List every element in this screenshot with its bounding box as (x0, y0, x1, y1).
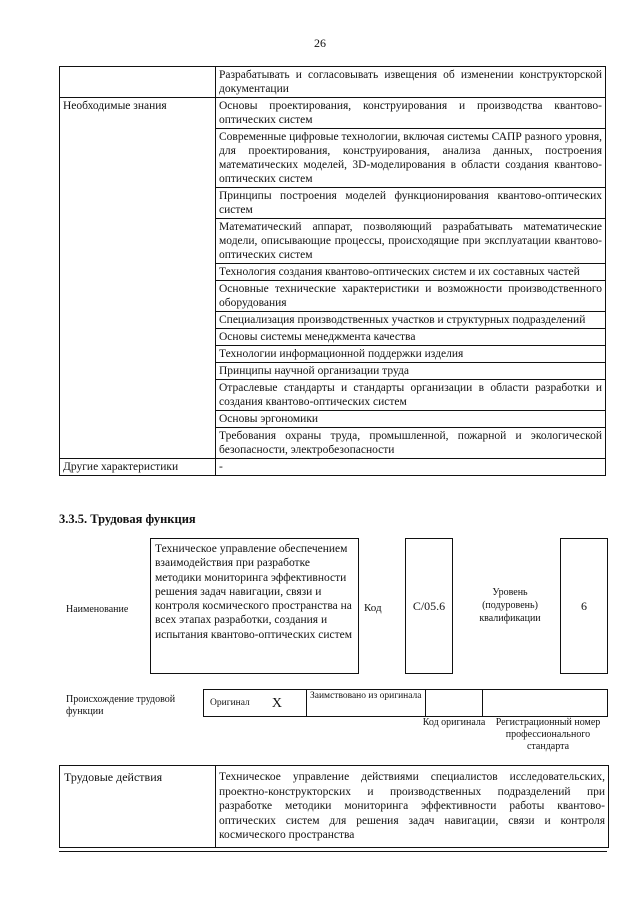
table-cell: Принципы построения моделей функционирования квантово-оптических систем (216, 187, 605, 218)
row-label: Другие характеристики (60, 459, 216, 475)
table-row (59, 66, 606, 98)
level-value: 6 (560, 538, 608, 674)
labor-actions-label: Трудовые действия (60, 766, 216, 847)
table-cell: Специализация производственных участков и структурных подразделений (216, 311, 605, 328)
level-label: Уровень (подуровень) квалификации (479, 587, 541, 624)
row-label: Необходимые знания (60, 98, 216, 458)
original-mark: X (271, 695, 282, 711)
reg-caption: Регистрационный номер профессионального стандарта (495, 717, 601, 752)
table-cell: Основы системы менеджмента качества (216, 328, 605, 345)
table-cell: Разрабатывать и согласовывать извещения об изменении конструкторской документации (219, 69, 602, 95)
function-name-box: Техническое управление обеспечением взаимодействия при разработке методики мониторинга эффективности решения задач навигации, связи и контроля космического пространства на всех этапах разработки, создания и испытания квантово-оптических систем (150, 538, 359, 674)
table-row (59, 459, 606, 476)
table-cell: Основы проектирования, конструирования и производства квантово-оптических систем (219, 100, 602, 126)
code-caption: Код оригинала (422, 717, 486, 728)
table-row (59, 98, 606, 459)
original-cell (203, 689, 307, 717)
code-value: С/05.6 (405, 538, 453, 674)
table-cell: Математический аппарат, позволяющий разрабатывать математические модели, описывающие процессы, происходящие при эксплуатации квантово-оптических систем (216, 218, 605, 263)
table-cell: Основные технические характеристики и возможности производственного оборудования (216, 280, 605, 311)
table-cell: Современные цифровые технологии, включая системы САПР разного уровня, для проектирования, конструирования, анализа данных, построения математических моделей, 3D-моделирования в области создания квантово-оптических систем (216, 128, 605, 187)
table-cell: Требования охраны труда, промышленной, пожарной и экологической безопасности, электробезопасности (216, 427, 605, 458)
origin-label: Происхождение трудовой функции (66, 694, 176, 717)
table-cell: Основы эргономики (216, 410, 605, 427)
name-label: Наименование (66, 604, 129, 615)
table-bottom-line (59, 851, 607, 852)
table-cell: Технология создания квантово-оптических систем и их составных частей (216, 263, 605, 280)
table-cell: Отраслевые стандарты и стандарты организации в области разработки и создания квантово-оптических систем (216, 379, 605, 410)
borrowed-cell: Заимствовано из оригинала (307, 689, 426, 717)
origin-row (203, 689, 608, 717)
knowledge-table (59, 66, 606, 476)
original-label: Оригинал (210, 697, 250, 708)
table-cell: Принципы научной организации труда (216, 362, 605, 379)
labor-actions-table (59, 765, 609, 848)
page-number: 26 (314, 36, 326, 50)
original-code-cell (426, 689, 483, 717)
labor-actions-text: Техническое управление действиями специалистов исследовательских, проектно-конструкторских и производственных подразделений при разработке методики мониторинга эффективности работы квантово-оптических систем для решения задач навигации, связи и контроля космического пространства (219, 771, 605, 842)
reg-number-cell (483, 689, 608, 717)
row-label (60, 67, 216, 97)
table-cell: Технологии информационной поддержки изделия (216, 345, 605, 362)
table-cell: - (219, 461, 223, 473)
code-label: Код (364, 602, 382, 614)
section-title: 3.3.5. Трудовая функция (59, 512, 196, 526)
